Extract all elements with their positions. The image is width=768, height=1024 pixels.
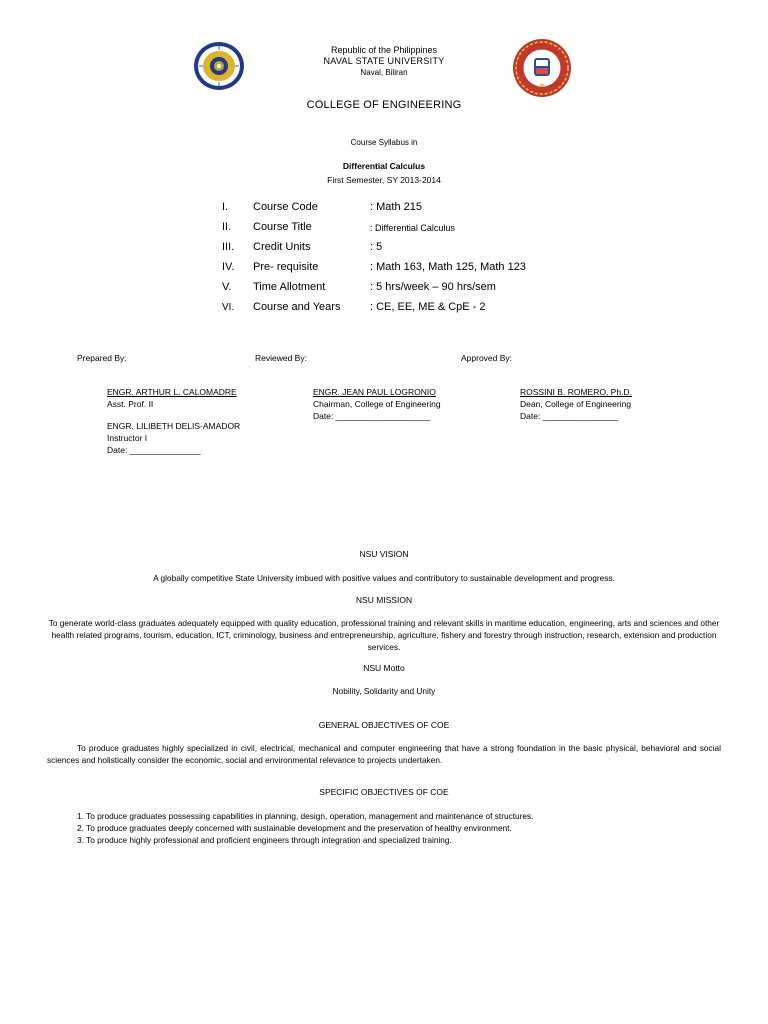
college-title: COLLEGE OF ENGINEERING [306, 99, 462, 111]
approver-name: ROSSINI B. ROMERO, Ph.D. [520, 387, 632, 397]
reviewer-block [313, 386, 441, 422]
approver-title: Dean, College of Engineering [520, 399, 632, 409]
row-value: : Math 215 [370, 201, 422, 213]
prepared-by-label: Prepared By: [77, 353, 127, 363]
row-number: III. [222, 241, 235, 253]
row-number: II. [222, 221, 232, 233]
row-value: : CE, EE, ME & CpE - 2 [370, 301, 486, 313]
reviewer-title: Chairman, College of Engineering [313, 399, 441, 409]
row-value: : Differential Calculus [370, 223, 455, 233]
vision-heading: NSU VISION [359, 549, 409, 559]
university-name: NAVAL STATE UNIVERSITY [323, 56, 445, 66]
row-label: Course and Years [253, 301, 341, 313]
row-label: Pre- requisite [253, 261, 319, 273]
specific-objectives-heading: SPECIFIC OBJECTIVES OF COE [319, 787, 449, 797]
general-objectives-text: To produce graduates highly specialized in civil, electrical, mechanical and computer engineering that have a strong foundation in the basic physical, behavioral and social sciences and holistically consider the economic, social and environmental relevance to projects undertaken. [47, 743, 721, 765]
objective-item: 3. To produce highly professional and proficient engineers through integration and specialized training. [77, 835, 452, 845]
mission-text: To generate world-class graduates adequately equipped with quality education, professional training and relevant skills in maritime education, engineering, arts and sciences and other health related programs, tourism, education, ICT, criminology, business and entrepreneurship, agriculture, fishery and forestry through instruction, research, extension and production services. [48, 618, 720, 652]
syllabus-subject: Differential Calculus [342, 161, 426, 171]
republic-line: Republic of the Philippines [330, 45, 438, 55]
university-location: Naval, Biliran [360, 68, 408, 77]
preparer-2-name: ENGR. LILIBETH DELIS-AMADOR [107, 421, 241, 431]
general-objectives-heading: GENERAL OBJECTIVES OF COE [318, 720, 450, 730]
preparer-2-block [107, 420, 240, 456]
reviewer-date: Date: ____________________ [313, 411, 431, 421]
reviewer-name: ENGR. JEAN PAUL LOGRONIO [313, 387, 436, 397]
row-label: Time Allotment [253, 281, 326, 293]
preparer-1-title: Asst. Prof. II [107, 399, 154, 409]
specific-objectives-list [77, 810, 533, 846]
preparer-1-name: ENGR. ARTHUR L. CALOMADRE [107, 387, 237, 397]
row-number: I. [222, 201, 229, 213]
row-label: Course Title [253, 221, 312, 233]
approved-by-label: Approved By: [461, 353, 513, 363]
preparer-2-date: Date: _______________ [107, 445, 201, 455]
row-number: V. [222, 281, 232, 293]
approver-block [520, 386, 632, 422]
vision-text: A globally competitive State University imbued with positive values and contributory to sustainable development and progress. [153, 573, 615, 583]
motto-text: Nobility, Solidarity and Unity [332, 686, 436, 696]
syllabus-term: First Semester, SY 2013-2014 [327, 175, 441, 185]
objective-item: 2. To produce graduates deeply concerned with sustainable development and the preservation of healthy environment. [77, 823, 512, 833]
row-label: Course Code [253, 201, 318, 213]
preparer-2-title: Instructor I [107, 433, 148, 443]
row-number: IV. [222, 261, 235, 273]
row-value: : Math 163, Math 125, Math 123 [370, 261, 526, 273]
objective-item: 1. To produce graduates possessing capabilities in planning, design, operation, management and maintenance of structures. [77, 811, 534, 821]
row-value: : 5 hrs/week – 90 hrs/sem [370, 281, 496, 293]
syllabus-label: Course Syllabus in [350, 138, 418, 147]
row-label: Credit Units [253, 241, 311, 253]
reviewed-by-label: Reviewed By: [255, 353, 307, 363]
row-number: VI. [222, 302, 235, 313]
approver-date: Date: ________________ [520, 411, 619, 421]
mission-heading: NSU MISSION [355, 595, 413, 605]
row-value: : 5 [370, 241, 383, 253]
motto-heading: NSU Motto [363, 663, 405, 673]
preparer-1-block [107, 386, 237, 410]
